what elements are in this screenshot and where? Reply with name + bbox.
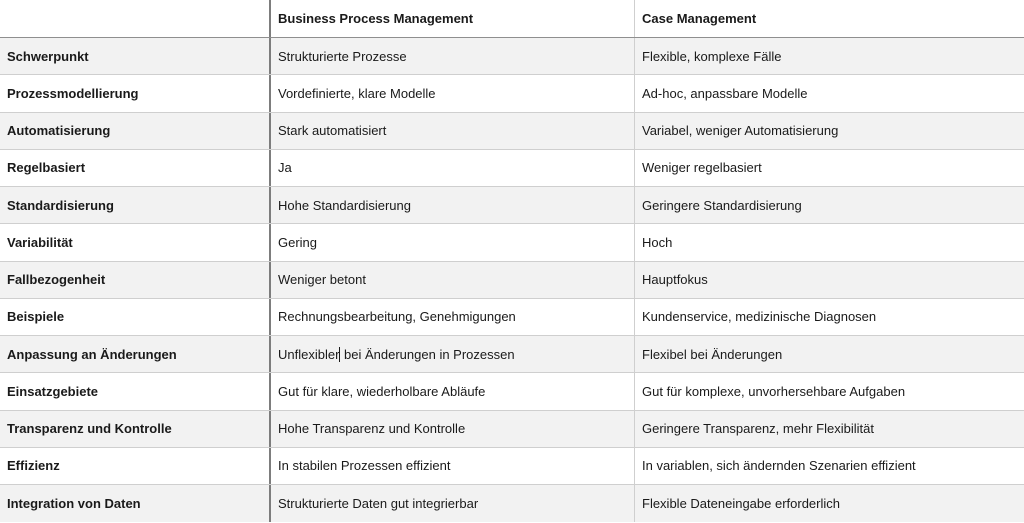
- cm-cell[interactable]: Weniger regelbasiert: [634, 150, 1024, 186]
- row-label-cell[interactable]: Automatisierung: [7, 123, 111, 139]
- table-row: [0, 38, 1024, 75]
- cm-cell[interactable]: Geringere Transparenz, mehr Flexibilität: [634, 411, 1024, 447]
- cm-cell[interactable]: Kundenservice, medizinische Diagnosen: [634, 299, 1024, 335]
- cm-cell[interactable]: Ad-hoc, anpassbare Modelle: [634, 75, 1024, 111]
- row-label-cell[interactable]: Beispiele: [7, 309, 65, 325]
- bpm-cell[interactable]: Strukturierte Daten gut integrierbar: [269, 485, 634, 522]
- bpm-cell[interactable]: Ja: [269, 150, 634, 186]
- bpm-cell[interactable]: Gering: [269, 224, 634, 260]
- header-cell-empty[interactable]: [0, 0, 269, 37]
- bpm-cell[interactable]: Stark automatisiert: [269, 113, 634, 149]
- cm-cell[interactable]: Flexible Dateneingabe erforderlich: [634, 485, 1024, 522]
- table-header-row: [0, 0, 1024, 38]
- bpm-cell[interactable]: Hohe Transparenz und Kontrolle: [269, 411, 634, 447]
- table-row: [0, 187, 1024, 224]
- row-label-cell[interactable]: Schwerpunkt: [7, 48, 89, 64]
- row-label-cell[interactable]: Anpassung an Änderungen: [7, 346, 177, 362]
- row-label-cell[interactable]: Prozessmodellierung: [7, 85, 139, 101]
- cm-cell[interactable]: Flexible, komplexe Fälle: [634, 38, 1024, 74]
- bpm-cell[interactable]: Weniger betont: [269, 262, 634, 298]
- table-row: [0, 113, 1024, 150]
- header-cell-cm[interactable]: Case Management: [634, 0, 1024, 37]
- table-row: [0, 373, 1024, 410]
- row-label-cell[interactable]: Regelbasiert: [7, 160, 86, 176]
- table-row: [0, 262, 1024, 299]
- table-row: [0, 150, 1024, 187]
- table-row: [0, 336, 1024, 373]
- row-label-cell[interactable]: Transparenz und Kontrolle: [7, 421, 172, 437]
- table-row: [0, 411, 1024, 448]
- cm-cell[interactable]: Variabel, weniger Automatisierung: [634, 113, 1024, 149]
- row-label-cell[interactable]: Integration von Daten: [7, 496, 141, 512]
- bpm-text-before-cursor: Unflexibler: [278, 346, 340, 362]
- bpm-cell-with-cursor[interactable]: [269, 336, 634, 372]
- row-label-cell[interactable]: Effizienz: [7, 458, 60, 474]
- table-row: [0, 485, 1024, 522]
- bpm-cell[interactable]: Vordefinierte, klare Modelle: [269, 75, 634, 111]
- row-label-cell[interactable]: Einsatzgebiete: [7, 383, 99, 399]
- row-label-cell[interactable]: Fallbezogenheit: [7, 272, 106, 288]
- cm-cell[interactable]: Gut für komplexe, unvorhersehbare Aufgaben: [634, 373, 1024, 409]
- bpm-cell[interactable]: In stabilen Prozessen effizient: [269, 448, 634, 484]
- table-row: [0, 448, 1024, 485]
- bpm-text-after-cursor: bei Änderungen in Prozessen: [340, 346, 515, 362]
- cm-cell[interactable]: Hoch: [634, 224, 1024, 260]
- cm-cell[interactable]: Flexibel bei Änderungen: [634, 336, 1024, 372]
- table-row: [0, 224, 1024, 261]
- bpm-cell[interactable]: Strukturierte Prozesse: [269, 38, 634, 74]
- cm-cell[interactable]: Hauptfokus: [634, 262, 1024, 298]
- bpm-cell[interactable]: Gut für klare, wiederholbare Abläufe: [269, 373, 634, 409]
- bpm-cell[interactable]: Hohe Standardisierung: [269, 187, 634, 223]
- cm-cell[interactable]: In variablen, sich ändernden Szenarien effizient: [634, 448, 1024, 484]
- table-row: [0, 75, 1024, 112]
- cm-cell[interactable]: Geringere Standardisierung: [634, 187, 1024, 223]
- row-label-cell[interactable]: Variabilität: [7, 234, 73, 250]
- header-cell-bpm[interactable]: Business Process Management: [269, 0, 634, 37]
- row-label-cell[interactable]: Standardisierung: [7, 197, 114, 213]
- table-row: [0, 299, 1024, 336]
- bpm-cell[interactable]: Rechnungsbearbeitung, Genehmigungen: [269, 299, 634, 335]
